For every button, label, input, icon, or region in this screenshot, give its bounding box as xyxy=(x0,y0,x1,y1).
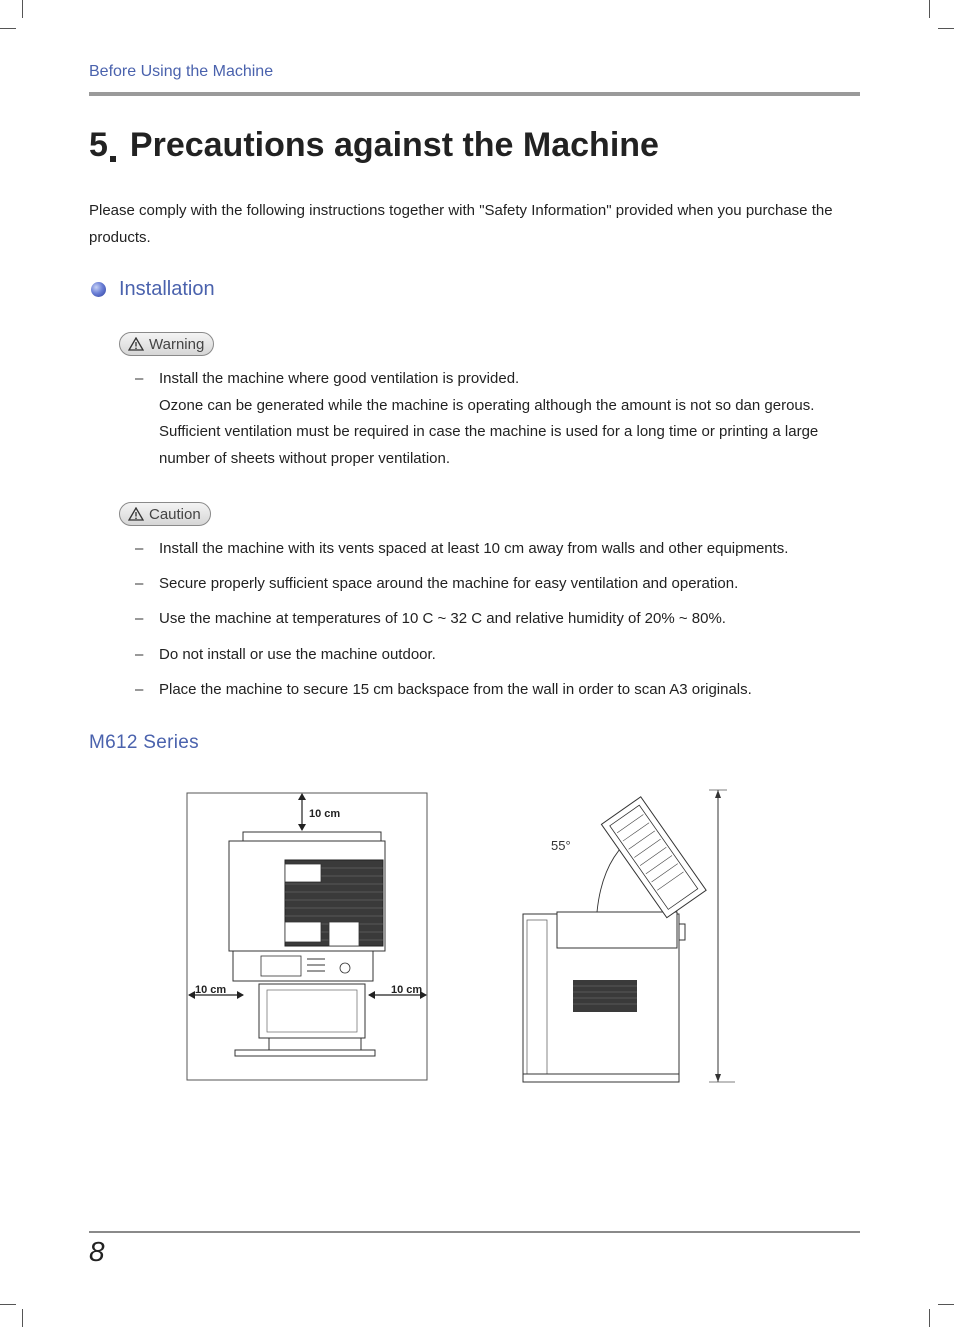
header-rule xyxy=(89,92,860,96)
caution-item-text: Do not install or use the machine outdoor. xyxy=(159,646,436,663)
section-title: Installation xyxy=(119,278,215,300)
list-dash: – xyxy=(135,681,144,698)
warning-badge xyxy=(119,332,214,356)
angle-label: 55° xyxy=(551,838,571,853)
section-bullet-icon xyxy=(91,282,106,297)
left-clearance-label: 10 cm xyxy=(195,984,227,996)
list-item xyxy=(135,606,860,633)
title-text: Precautions against the Machine xyxy=(129,126,659,164)
caution-item-text: Secure properly sufficient space around the machine for easy ventilation and operation. xyxy=(159,575,739,592)
caution-item-text: Use the machine at temperatures of 10 C ~ 32 C and relative humidity of 20% ~ 80%. xyxy=(159,610,726,627)
list-dash: – xyxy=(135,610,144,627)
caution-badge xyxy=(119,502,211,526)
page-number: 8 xyxy=(89,1236,105,1267)
caution-triangle-icon xyxy=(128,507,144,521)
list-item xyxy=(135,642,860,669)
crop-mark xyxy=(938,1304,954,1305)
crop-mark xyxy=(938,28,954,29)
list-item xyxy=(135,366,860,472)
crop-mark xyxy=(22,1309,23,1327)
list-item xyxy=(135,571,860,598)
crop-mark xyxy=(0,1304,16,1305)
crop-mark xyxy=(22,0,23,18)
warning-line: number of sheets without proper ventilation. xyxy=(159,449,450,467)
intro-paragraph: Please comply with the following instructions together with "Safety Information" provided when you purchase the products. xyxy=(89,202,833,246)
top-clearance-label: 10 cm xyxy=(309,808,341,820)
side-view-figure xyxy=(515,786,739,1086)
caution-label: Caution xyxy=(149,505,201,523)
list-item xyxy=(135,677,860,704)
warning-line: Sufficient ventilation must be required in case the machine is used for a long time or printing a large xyxy=(159,423,819,440)
list-item xyxy=(135,536,860,563)
warning-line: Install the machine where good ventilation is provided. xyxy=(159,370,520,387)
crop-mark xyxy=(0,28,16,29)
series-title: M612 Series xyxy=(89,732,199,753)
right-clearance-label: 10 cm xyxy=(391,984,423,996)
list-dash: – xyxy=(135,370,144,387)
crop-mark xyxy=(929,0,930,18)
list-dash: – xyxy=(135,575,144,592)
caution-item-text: Install the machine with its vents spaced at least 10 cm away from walls and other equipments. xyxy=(159,540,789,557)
title-dot xyxy=(110,156,116,162)
warning-triangle-icon xyxy=(128,337,144,351)
section-heading xyxy=(91,278,215,301)
page-title xyxy=(89,126,659,165)
footer-rule xyxy=(89,1231,860,1233)
warning-label: Warning xyxy=(149,335,205,353)
list-dash: – xyxy=(135,540,144,557)
title-number: 5 xyxy=(89,126,108,164)
warning-line: Ozone can be generated while the machine is operating although the amount is not so dan gerous. xyxy=(159,396,815,414)
crop-mark xyxy=(929,1309,930,1327)
running-header: Before Using the Machine xyxy=(89,63,274,80)
caution-item-text: Place the machine to secure 15 cm backspace from the wall in order to scan A3 originals. xyxy=(159,681,752,698)
list-dash: – xyxy=(135,646,144,663)
top-view-figure xyxy=(185,788,431,1084)
